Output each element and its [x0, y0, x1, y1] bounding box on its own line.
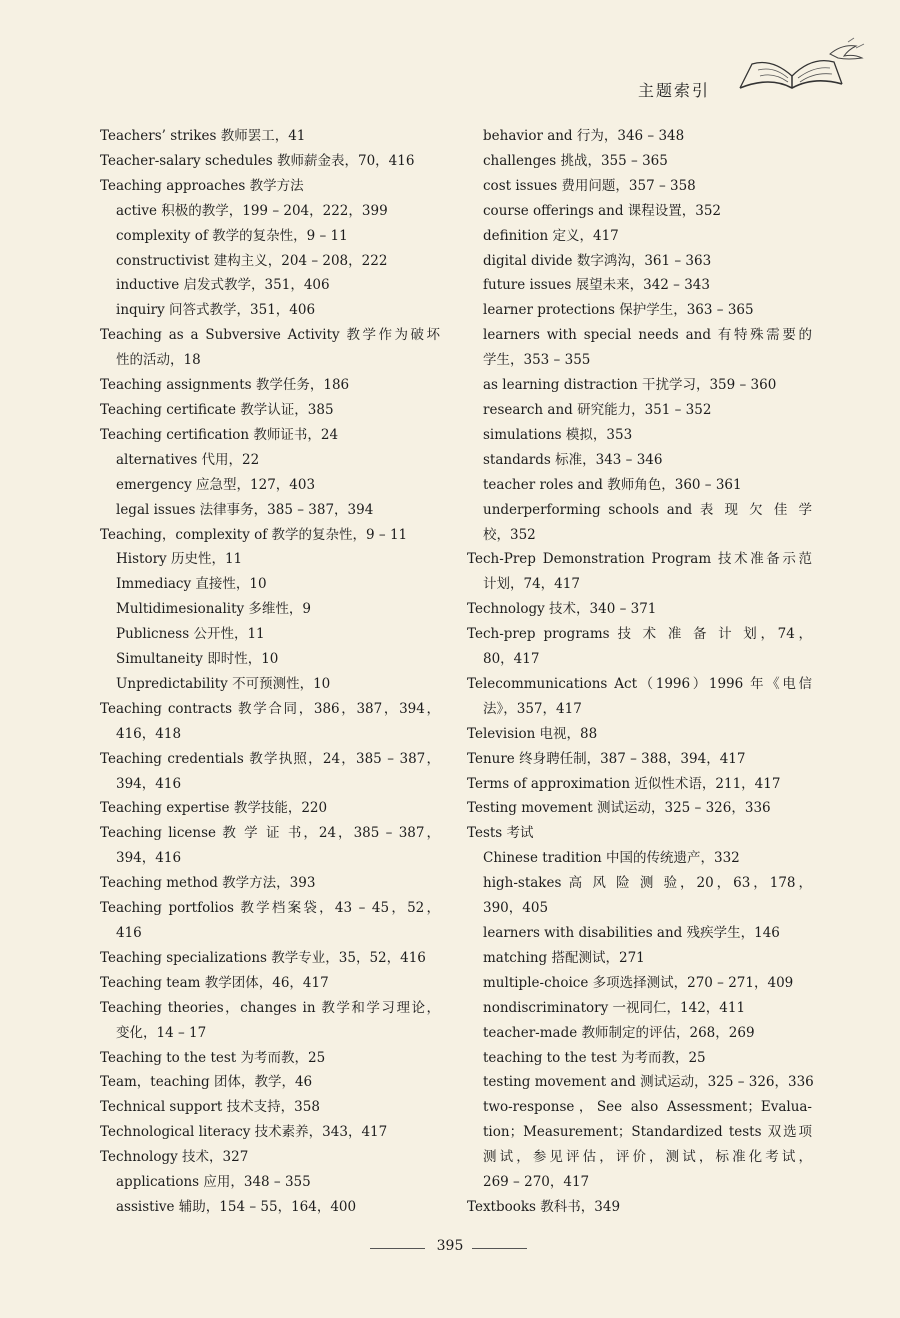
index-entry: Teacher-salary schedules 教师薪金表，70，416 [100, 152, 415, 169]
index-entry: Tech-Prep Demonstration Program 技术准备示范 [467, 551, 812, 568]
index-entry: Teaching theories，changes in 教学和学习理论， [100, 999, 440, 1016]
footer-rule-right [472, 1248, 527, 1249]
index-subentry: 269 – 270，417 [483, 1174, 590, 1191]
index-entry: Teaching team 教学团体，46，417 [100, 974, 329, 991]
index-subentry: 390，405 [483, 900, 549, 917]
index-subentry: definition 定义，417 [483, 227, 619, 244]
index-subentry: tion；Measurement；Standardized tests 双选项 [483, 1124, 812, 1141]
index-subentry: Chinese tradition 中国的传统遗产，332 [483, 850, 740, 867]
index-entry: Technology 技术，340 – 371 [467, 601, 657, 618]
index-subentry: applications 应用，348 – 355 [116, 1174, 311, 1191]
index-entry: Teaching credentials 教学执照，24，385 – 387， [100, 750, 440, 767]
open-book-bird-icon [730, 36, 870, 106]
index-entry: Technological literacy 技术素养，343，417 [100, 1124, 388, 1141]
index-subentry: inquiry 问答式教学，351，406 [116, 302, 316, 319]
index-subentry: constructivist 建构主义，204 – 208，222 [116, 252, 388, 269]
index-subentry: 测试，参见评估，评价，测试，标准化考试， [483, 1149, 812, 1166]
index-entry: Teaching license 教 学 证 书，24，385 – 387， [100, 825, 440, 842]
index-entry: Telecommunications Act（1996）1996 年《电信 [467, 675, 812, 692]
index-entry: Teaching certificate 教学认证，385 [100, 401, 334, 418]
index-subentry: multiple-choice 多项选择测试，270 – 271，409 [483, 974, 794, 991]
index-entry: Textbooks 教科书，349 [467, 1198, 621, 1215]
index-subentry: simulations 模拟，353 [483, 426, 633, 443]
index-subentry: teaching to the test 为考而教，25 [483, 1049, 706, 1066]
index-subentry: complexity of 教学的复杂性，9 – 11 [116, 227, 348, 244]
page-number: 395 [436, 1238, 464, 1254]
index-entry-continuation: 394，416 [116, 775, 182, 792]
index-entry-continuation: 394，416 [116, 850, 182, 867]
index-subentry: as learning distraction 干扰学习，359 – 360 [483, 377, 777, 394]
index-entry: Teaching assignments 教学任务，186 [100, 377, 350, 394]
index-entry: Testing movement 测试运动，325 – 326，336 [467, 800, 771, 817]
index-subentry: course offerings and 课程设置，352 [483, 202, 722, 219]
index-subentry: matching 搭配测试，271 [483, 949, 645, 966]
index-subentry: teacher roles and 教师角色，360 – 361 [483, 476, 742, 493]
index-entry: Tenure 终身聘任制，387 – 388，394，417 [467, 750, 746, 767]
index-entry: Technical support 技术支持，358 [100, 1099, 320, 1116]
index-subentry: learner protections 保护学生，363 – 365 [483, 302, 754, 319]
index-entry: Teachers’ strikes 教师罢工，41 [100, 128, 306, 144]
index-subentry: learners with special needs and 有特殊需要的 [483, 327, 812, 344]
index-subentry: standards 标准，343 – 346 [483, 451, 663, 468]
index-subentry: learners with disabilities and 残疾学生，146 [483, 925, 780, 941]
index-subentry: active 积极的教学，199 – 204，222，399 [116, 202, 388, 219]
index-entry: Terms of approximation 近似性术语，211，417 [467, 775, 781, 792]
index-subentry: nondiscriminatory 一视同仁，142，411 [483, 999, 746, 1016]
index-subentry: testing movement and 测试运动，325 – 326，336 [483, 1074, 814, 1091]
index-entry: Technology 技术，327 [100, 1149, 249, 1166]
index-subentry: inductive 启发式教学，351，406 [116, 277, 330, 294]
index-entry: Teaching specializations 教学专业，35，52，416 [100, 949, 426, 966]
index-subentry: cost issues 费用问题，357 – 358 [483, 177, 696, 194]
index-entry: Teaching certification 教师证书，24 [100, 426, 339, 443]
index-subentry: challenges 挑战，355 – 365 [483, 152, 668, 169]
index-subentry: History 历史性，11 [116, 551, 243, 568]
index-entry: Television 电视，88 [467, 725, 598, 742]
page-header [620, 66, 870, 106]
index-entry: Tech-prep programs 技 术 准 备 计 划，74， [467, 626, 812, 643]
index-subentry: assistive 辅助，154 – 55，164，400 [116, 1198, 357, 1215]
index-entry: Teaching as a Subversive Activity 教学作为破坏 [100, 327, 440, 344]
index-entry: Teaching，complexity of 教学的复杂性，9 – 11 [100, 526, 408, 543]
index-entry-continuation: 416，418 [116, 725, 182, 742]
index-entry: Teaching to the test 为考而教，25 [100, 1049, 326, 1066]
index-entry-continuation: 80，417 [483, 651, 540, 668]
index-entry-continuation: 法》，357，417 [483, 700, 582, 717]
index-entry-continuation: 416 [116, 925, 142, 941]
index-subentry: two-response，See also Assessment；Evalua- [483, 1099, 812, 1116]
index-subentry: future issues 展望未来，342 – 343 [483, 277, 710, 294]
index-subentry: legal issues 法律事务，385 – 387，394 [116, 501, 374, 518]
index-entry: Teaching method 教学方法，393 [100, 875, 316, 892]
index-entry-continuation: 变化，14 – 17 [116, 1024, 207, 1041]
index-column-left [100, 124, 440, 1220]
index-subentry: teacher-made 教师制定的评估，268，269 [483, 1024, 755, 1041]
index-subentry: digital divide 数字鸿沟，361 – 363 [483, 252, 712, 269]
index-subentry: Immediacy 直接性，10 [116, 576, 267, 593]
index-subentry: emergency 应急型，127，403 [116, 476, 316, 493]
index-subentry: Unpredictability 不可预测性，10 [116, 675, 331, 692]
index-entry: Teaching portfolios 教学档案袋，43 – 45，52， [100, 900, 440, 917]
running-header-title: 主题索引 [638, 81, 711, 100]
index-entry: Tests 考试 [467, 825, 534, 842]
index-subentry: Simultaneity 即时性，10 [116, 651, 279, 668]
page-footer [0, 1236, 900, 1260]
index-entry-continuation: 计划，74，417 [483, 576, 580, 593]
index-subentry: research and 研究能力，351 – 352 [483, 401, 712, 418]
index-subentry: 校，352 [483, 526, 536, 543]
index-subentry: 学生，353 – 355 [483, 352, 591, 369]
index-entry: Teaching contracts 教学合同，386，387，394， [100, 700, 440, 717]
index-subentry: high-stakes 高 风 险 测 验，20，63，178， [483, 875, 812, 892]
index-subentry: Multidimesionality 多维性，9 [116, 601, 312, 618]
index-subentry: alternatives 代用，22 [116, 451, 260, 468]
footer-rule-left [370, 1248, 425, 1249]
index-entry: Teaching approaches 教学方法 [100, 177, 304, 194]
index-entry-continuation: 性的活动，18 [116, 352, 201, 369]
index-subentry: underperforming schools and 表 现 欠 佳 学 [483, 501, 812, 518]
index-subentry: behavior and 行为，346 – 348 [483, 128, 685, 144]
index-subentry: Publicness 公开性，11 [116, 626, 265, 643]
index-entry: Teaching expertise 教学技能，220 [100, 800, 328, 817]
index-entry: Team，teaching 团体，教学，46 [100, 1074, 313, 1091]
index-column-right [467, 124, 812, 1220]
